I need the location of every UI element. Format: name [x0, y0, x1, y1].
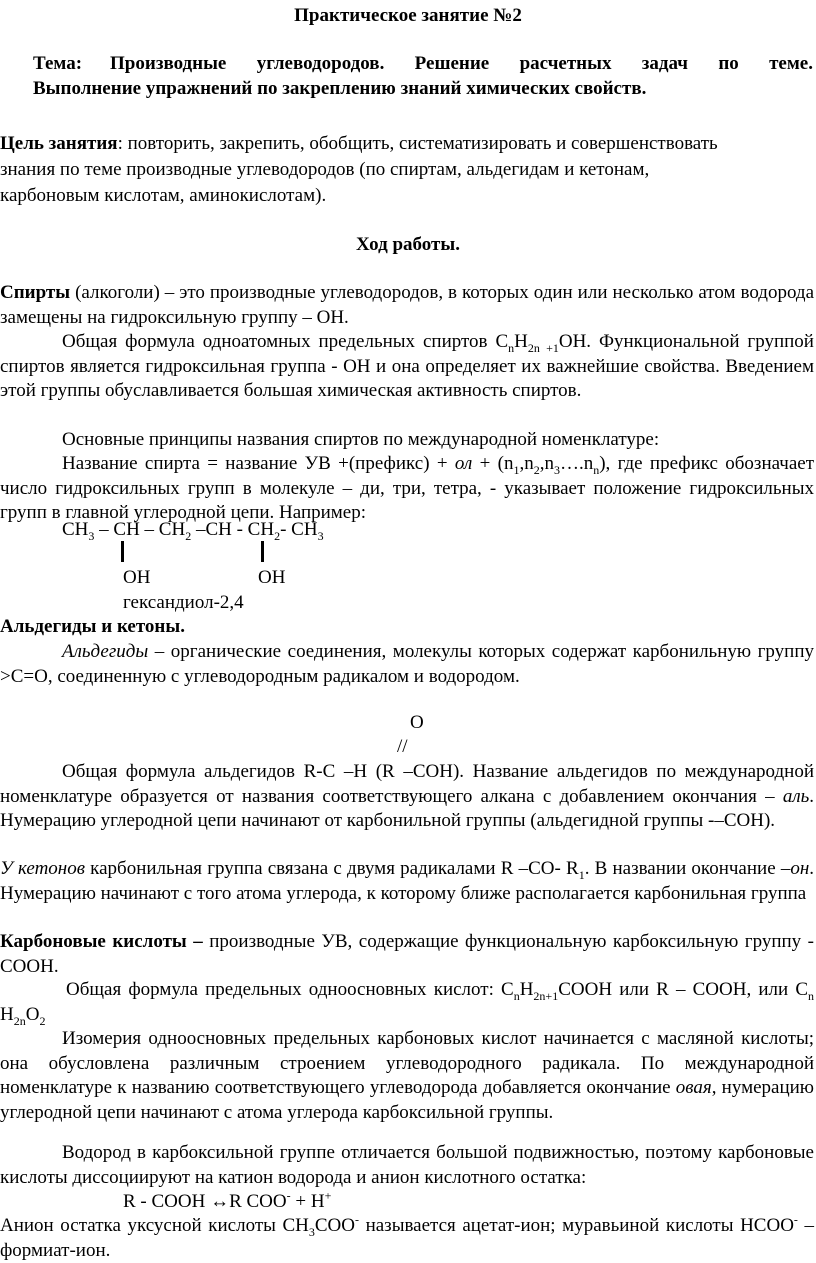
acids-definition — [0, 930, 814, 979]
ketones-term: У кетонов — [0, 858, 85, 879]
equation-right: + H — [290, 1191, 325, 1212]
naming-ol: ол — [454, 453, 473, 474]
naming-pre: Название спирта = название УВ +(префикс) + — [62, 453, 455, 474]
aldehydes-def: – органические соединения, молекулы которых содержат карбонильную группу >С=О, соединенную с углеводородным радикалом и водородом. — [0, 641, 814, 687]
ketones-ending: –он — [780, 858, 810, 879]
acids-formula-para: Общая формула предельных одноосновных кислот: $C_nH_{2n+1}COOH$ или R – COOH, или $C_n$ $H_{2n}O_2$ — [0, 979, 815, 1028]
aldehydes-formula-pre: Общая формула альдегидов R-C –H (R –COH). Название альдегидов по международной номенклатуре образуется от названия соответствующего алкана с добавлением окончания – — [0, 761, 814, 807]
topic-label: Тема: — [33, 53, 83, 74]
topic-line-2: Выполнение упражнений по закреплению знаний химических свойств. — [33, 77, 647, 99]
naming-intro: Основные принципы названия спиртов по международной номенклатуре: — [62, 429, 660, 450]
procedure-heading: Ход работы. — [356, 234, 460, 255]
aldehyde-struct-bond: // — [397, 736, 408, 757]
example-oh-2: OH — [258, 567, 286, 588]
isomerism-pre: Изомерия одноосновных предельных карбоновых кислот начинается с масляной кислоты; она обусловлена различным строением углеводородного радикала. По международной номенклатуре к названию соответствующего углеводорода добавляется окончание — [0, 1028, 814, 1098]
example-formula: $CH_3$ – CH – $CH_2$ $-CH - CH_2-$ $CH_3$ — [62, 519, 324, 543]
example-oh-1: OH — [123, 567, 151, 588]
goal-line-1 — [0, 131, 816, 157]
aldehydes-term: Альдегиды — [62, 641, 149, 662]
naming-para: Название спирта = название УВ +(префикс) + ол + $(n_1,n_2,n_3\dots.n_n)$, где префикс обозначает число гидроксильных групп в молекуле – ди, три, тетра, - указывает положение гидроксильных групп в главной углеродной цепи. Например: — [0, 453, 815, 523]
acids-formula-mid: COOH или R – COOH, или C — [558, 979, 809, 1000]
acids-term: Карбоновые кислоты – — [0, 931, 210, 952]
goal-line-2: знания по теме производные углеводородов (по спиртам, альдегидам и кетонам, — [0, 159, 650, 180]
topic-line-1 — [33, 52, 813, 77]
alcohols-formula-pre: Общая формула одноатомных предельных спиртов C — [62, 331, 509, 352]
topic-text-1: Производные углеводородов. Решение расчетных задач по теме. — [110, 53, 813, 74]
goal-line-3: карбоновым кислотам, аминокислотам). — [0, 185, 327, 206]
alcohols-formula-para: Общая формула одноатомных предельных спиртов $C_nH_{2n +1}ОН$. Функциональной группой спиртов является гидроксильная группа - ОН и она определяет их важнейшие свойства. Введением этой группы обуславливается большая химическая активность спиртов. — [0, 331, 814, 401]
ketones-para: У кетонов карбонильная группа связана с двумя радикалами R –CO- $R_1$. В названии окончание –он. Нумерацию начинают с того атома углерода, к которому ближе располагается карбонильная группа — [0, 858, 814, 904]
acids-formula-pre: Общая формула предельных одноосновных кислот: C — [66, 979, 514, 1000]
dissociation-equation: R - COOH ↔R COO- + H+ — [123, 1188, 332, 1212]
acids-def: производные УВ, содержащие функциональную карбоксильную группу - СООН. — [0, 931, 814, 977]
aldehydes-definition — [0, 640, 814, 689]
naming-mid: + (n — [472, 453, 514, 474]
ketones-pre: карбонильная группа связана с двумя радикалами R –CO- R — [84, 858, 579, 879]
goal-text-1: : повторить, закрепить, обобщить, систематизировать и совершенствовать — [117, 133, 718, 154]
isomerism-para — [0, 1027, 814, 1125]
aldehydes-formula-para — [0, 760, 814, 834]
anion-post: называется ацетат-ион; муравьиной кислоты HCOO — [359, 1215, 794, 1236]
naming-post: ), где префикс обозначает число гидроксильных групп в молекуле – ди, три, тетра, - указывает положение гидроксильных групп в главной углеродной цепи. Например: — [0, 453, 815, 523]
alcohols-definition — [0, 281, 814, 330]
aldehydes-ending: аль — [782, 785, 810, 807]
aldehyde-struct-o: O — [410, 712, 424, 733]
anion-mid: COO — [314, 1215, 355, 1236]
isomerism-ending: овая — [675, 1077, 712, 1098]
isomerism-post: , нумерацию углеродной цепи начинают с атома углерода карбоксильной группы. — [0, 1077, 814, 1123]
goal-label: Цель занятия — [0, 133, 118, 154]
ketones-post: . Нумерацию начинают с того атома углерода, к которому ближе располагается карбонильная группа — [0, 858, 814, 904]
bond-line-2 — [261, 541, 264, 562]
ketones-mid: . В названии окончание — [584, 858, 781, 879]
alcohols-term: Спирты — [0, 282, 71, 303]
bond-line-1 — [121, 541, 124, 562]
alcohols-formula-post: ОН. Функциональной группой спиртов является гидроксильная группа - ОН и она определяет их важнейшие свойства. Введением этой группы обуславливается большая химическая активность спиртов. — [0, 331, 814, 401]
anion-para: Анион остатка уксусной кислоты $CH_3COO^-$ называется ацетат-ион; муравьиной кислоты HCOO- – формиат-ион. — [0, 1212, 815, 1261]
alcohols-def: (алкоголи) – это производные углеводородов, в которых один или несколько атом водорода замещены на гидроксильную группу – ОН. — [0, 282, 814, 328]
aldehydes-heading: Альдегиды и кетоны. — [0, 616, 185, 637]
anion-pre: Анион остатка уксусной кислоты CH — [0, 1215, 309, 1236]
goal-block — [0, 131, 816, 209]
page-title: Практическое занятие №2 — [294, 5, 522, 26]
aldehydes-formula-post: . Нумерацию углеродной цепи начинают от карбонильной группы (альдегидной группы -–СОН). — [0, 785, 814, 831]
anion-end: – формиат-ион. — [0, 1215, 815, 1261]
equation-left: R - COOH ↔R COO — [123, 1191, 287, 1212]
dissociation-para: Водород в карбоксильной группе отличается большой подвижностью, поэтому карбоновые кислоты диссоциируют на катион водорода и анион кислотного остатка: — [0, 1142, 814, 1188]
example-name: гександиол-2,4 — [123, 592, 244, 613]
topic-block — [33, 52, 813, 101]
